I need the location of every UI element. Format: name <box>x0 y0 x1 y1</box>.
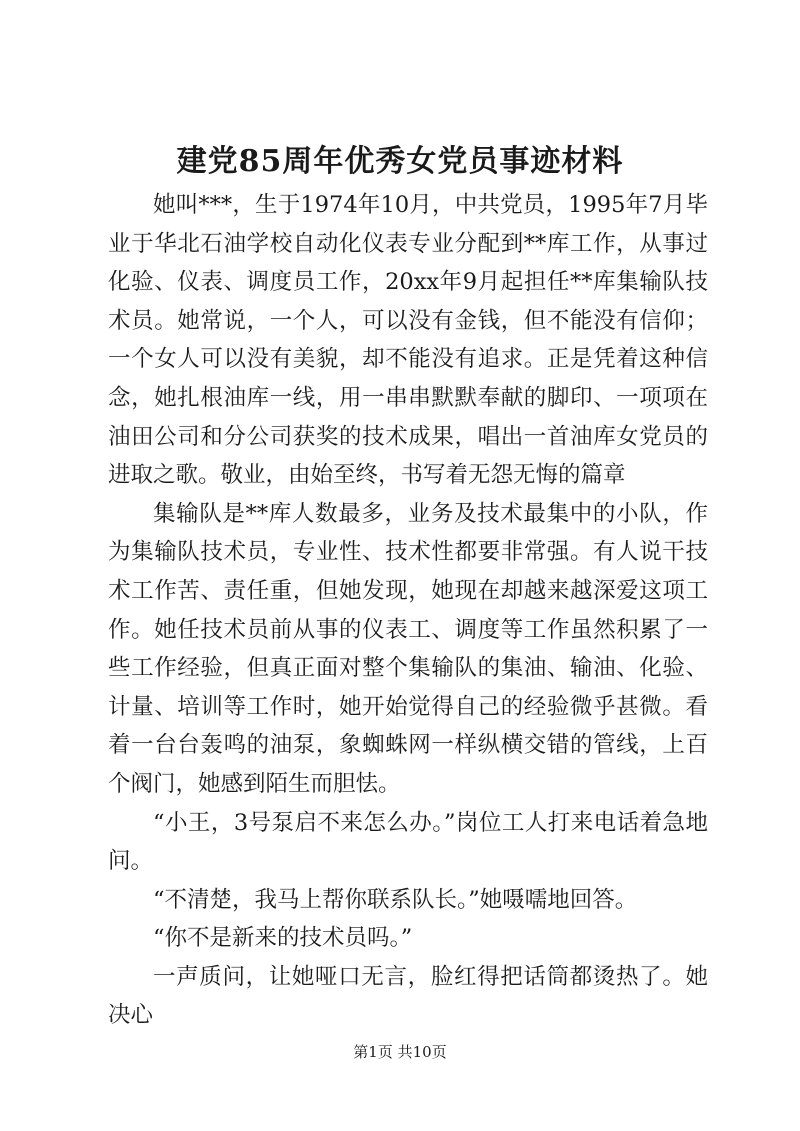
page-number-footer: 第1页 共10页 <box>353 1043 447 1061</box>
paragraph-dialogue-answer: “不清楚，我马上帮你联系队长。”她嗫嚅地回答。 <box>153 886 638 913</box>
paragraph-dialogue-retort: “你不是新来的技术员吗。” <box>153 925 413 952</box>
paragraph-intro: 她叫***，生于1974年10月，中共党员，1995年7月毕业于华北石油学校自动化仪表专业分配到**库工作，从事过化验、仪表、调度员工作，20xx年9月起担任**库集输队技术员。她常说，一个人，可以没有金钱，但不能没有信仰；一个女人可以没有美貌，却不能没有追求。正是凭着这种信念，她扎根油库一线，用一串串默默奉献的脚印、一项项在油田公司和分公司获奖的技术成果，唱出一首油库女党员的进取之歌。敬业，由始至终，书写着无怨无悔的篇章 <box>108 192 708 489</box>
document-title: 建党85周年优秀女党员事迹材料 <box>176 144 624 179</box>
paragraph-resolve: 一声质问，让她哑口无言，脸红得把话筒都烫热了。她决心 <box>108 963 708 1029</box>
paragraph-team: 集输队是**库人数最多，业务及技术最集中的小队，作为集输队技术员，专业性、技术性都要非常强。有人说干技术工作苦、责任重，但她发现，她现在却越来越深爱这项工作。她任技术员前从事的仪表工、调度等工作虽然积累了一些工作经验，但真正面对整个集输队的集油、输油、化验、计量、培训等工作时，她开始觉得自己的经验微乎甚微。看着一台台轰鸣的油泵，象蜘蛛网一样纵横交错的管线，上百个阀门，她感到陌生而胆怯。 <box>108 500 708 797</box>
document-body <box>108 186 708 1035</box>
paragraph-dialogue-question: “小王，3号泵启不来怎么办。”岗位工人打来电话着急地问。 <box>108 809 708 875</box>
